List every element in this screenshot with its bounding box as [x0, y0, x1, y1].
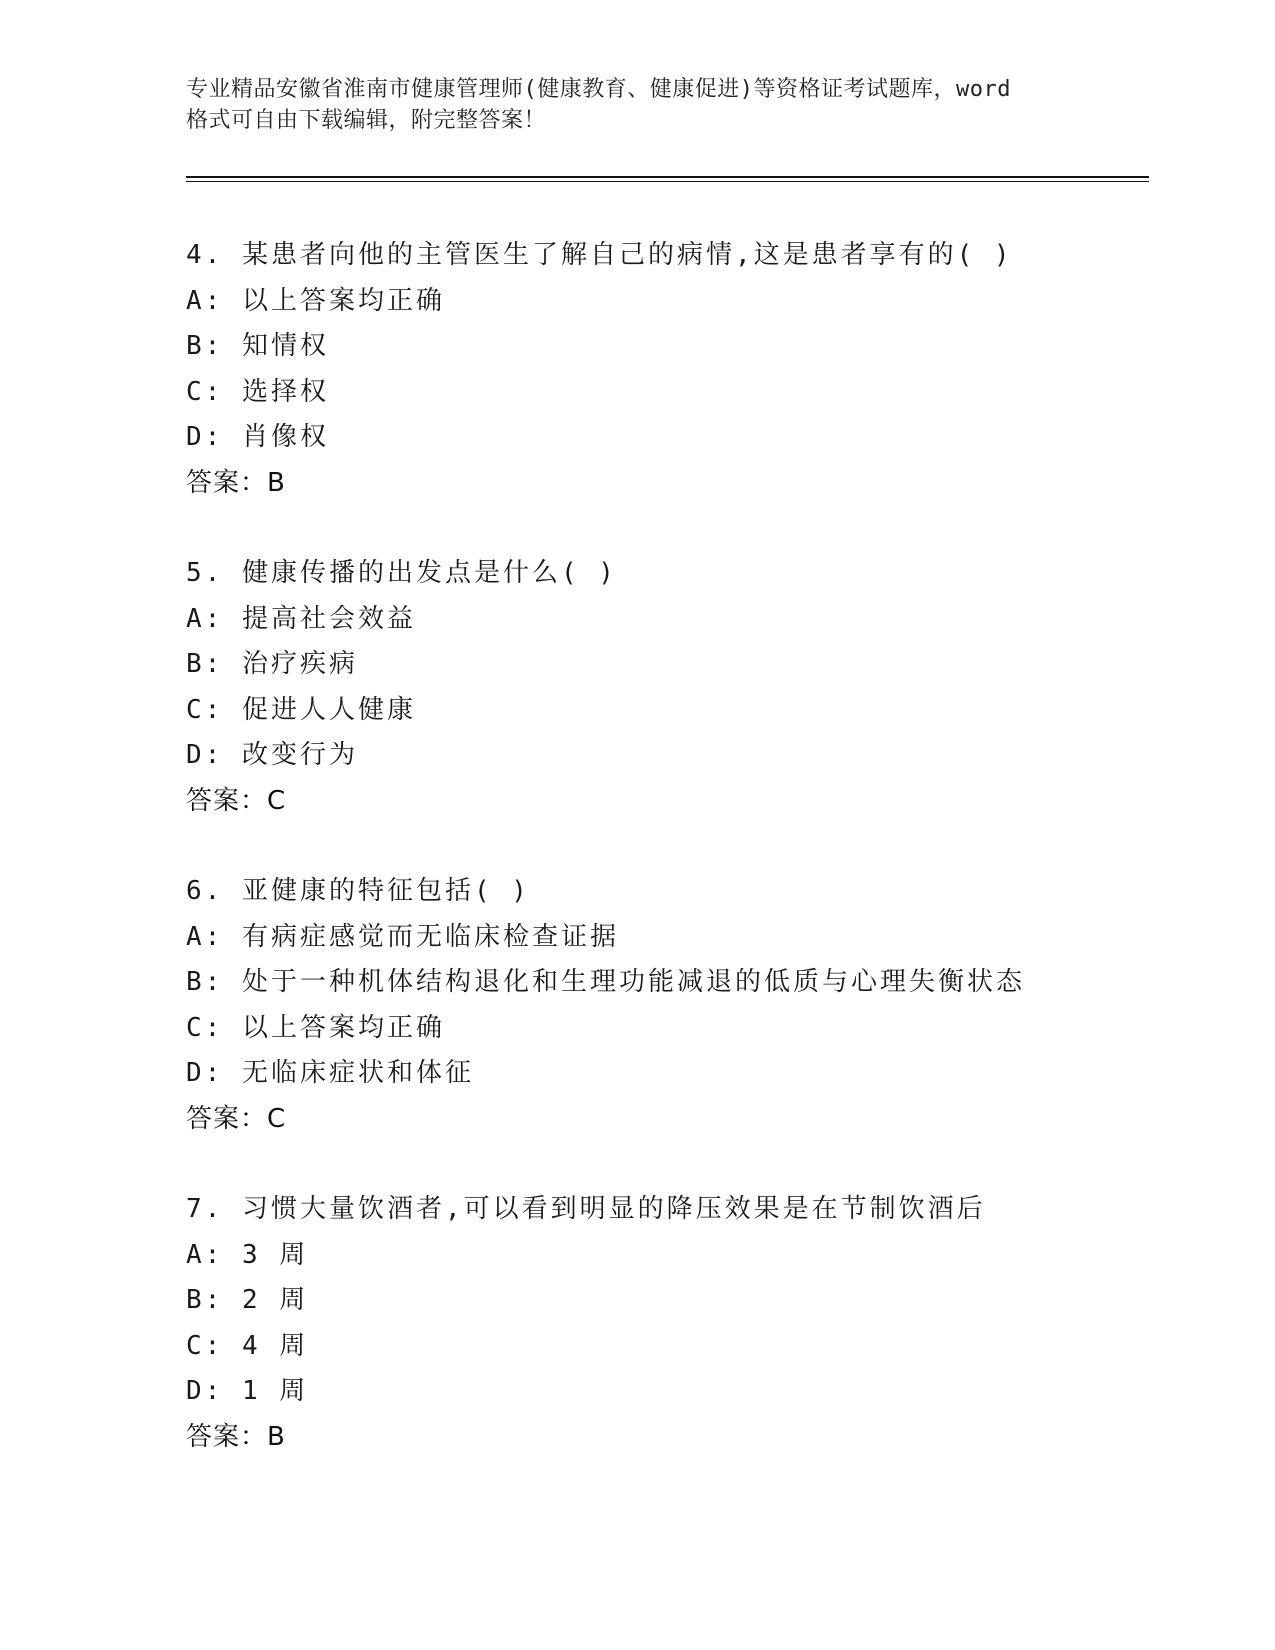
answer-line: 答案：B — [186, 467, 286, 498]
question-stem: 7. 习惯大量饮酒者,可以看到明显的降压效果是在节制饮酒后 — [186, 1194, 986, 1224]
option-b: B: 2 周 — [186, 1285, 309, 1315]
option-b: B: 知情权 — [186, 331, 329, 361]
question-block — [186, 233, 1186, 506]
option-a: A: 有病症感觉而无临床检查证据 — [186, 921, 619, 952]
question-stem: 4. 某患者向他的主管医生了解自己的病情,这是患者享有的( ) — [186, 240, 1013, 270]
option-b: B: 治疗疾病 — [186, 649, 358, 679]
option-b: B: 处于一种机体结构退化和生理功能减退的低质与心理失衡状态 — [186, 967, 1025, 997]
document-header — [186, 74, 1086, 136]
question-block — [186, 869, 1186, 1142]
option-d: D: 无临床症状和体征 — [186, 1058, 474, 1088]
option-d: D: 肖像权 — [186, 422, 329, 452]
option-d: D: 1 周 — [186, 1376, 309, 1406]
option-c: C: 选择权 — [186, 376, 329, 407]
option-c: C: 以上答案均正确 — [186, 1012, 445, 1043]
option-a: A: 提高社会效益 — [186, 603, 416, 634]
answer-line: 答案：C — [186, 785, 287, 816]
question-stem: 6. 亚健康的特征包括( ) — [186, 876, 530, 906]
option-a: A: 以上答案均正确 — [186, 285, 445, 316]
header-divider-thin — [186, 181, 1149, 182]
option-c: C: 促进人人健康 — [186, 694, 416, 725]
header-line-1: 专业精品安徽省淮南市健康管理师(健康教育、健康促进)等资格证考试题库，word — [186, 77, 1011, 102]
answer-line: 答案：C — [186, 1103, 287, 1134]
question-block — [186, 551, 1186, 824]
option-a: A: 3 周 — [186, 1239, 309, 1270]
question-block — [186, 1187, 1186, 1460]
header-divider-thick — [186, 176, 1149, 178]
option-d: D: 改变行为 — [186, 740, 358, 770]
answer-line: 答案：B — [186, 1421, 286, 1452]
question-stem: 5. 健康传播的出发点是什么( ) — [186, 558, 617, 588]
header-line-2: 格式可自由下载编辑，附完整答案！ — [186, 108, 547, 133]
option-c: C: 4 周 — [186, 1330, 309, 1361]
